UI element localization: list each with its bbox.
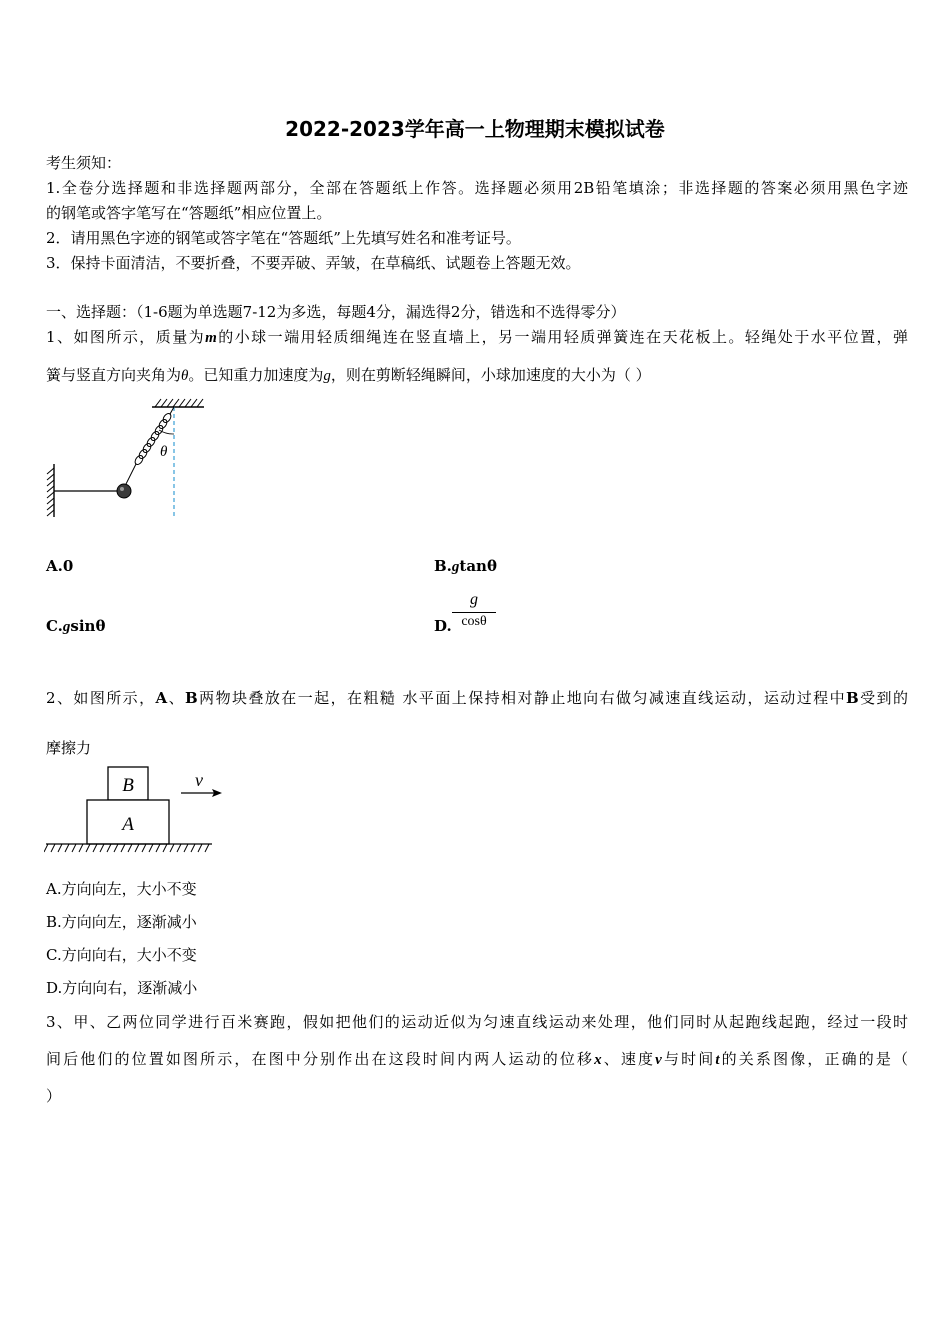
notice-item-1: 1.全卷分选择题和非选择题两部分，全部在答题纸上作答。选择题必须用2B铅笔填涂；非选择题的答案必须用黑色字迹 xyxy=(46,179,908,197)
q2-option-a: A.方向向左，大小不变 xyxy=(46,880,197,898)
q2-stem-line-1: 2、如图所示，A、B两物块叠放在一起，在粗糙 水平面上保持相对静止地向右做匀减速直线运动，运动过程中B受到的 xyxy=(46,689,908,707)
theta-label: θ xyxy=(160,444,168,460)
ground-hatch xyxy=(44,844,209,852)
ceiling-hatch xyxy=(155,399,203,407)
q2-option-c: C.方向向右，大小不变 xyxy=(46,946,197,964)
block-b-label: B xyxy=(122,775,134,796)
fraction-denominator: cosθ xyxy=(461,614,487,629)
section-heading: 一、选择题：（1-6题为单选题7-12为多选，每题4分，漏选得2分，错选和不选得零分） xyxy=(46,303,626,321)
ball xyxy=(117,484,131,498)
wall-hatch xyxy=(47,468,54,516)
page-title: 2022-2023学年高一上物理期末模拟试卷 xyxy=(285,117,665,141)
q1-option-a: A.0 xyxy=(46,557,74,575)
notice-item-1-cont: 的钢笔或答字笔写在“答题纸”相应位置上。 xyxy=(46,204,332,222)
q1-spring-figure xyxy=(42,392,212,527)
q1-stem-line-2: 簧与竖直方向夹角为θ。已知重力加速度为g，则在剪断轻绳瞬间，小球加速度的大小为（ ） xyxy=(46,366,651,384)
q1-stem-line-1: 1、如图所示，质量为m的小球一端用轻质细绳连在竖直墙上，另一端用轻质弹簧连在天花板上。轻绳处于水平位置，弹 xyxy=(46,328,908,346)
notice-item-2: 2．请用黑色字迹的钢笔或答字笔在“答题纸”上先填写姓名和准考证号。 xyxy=(46,229,521,247)
q3-stem-line-3: ） xyxy=(46,1087,62,1105)
q1-option-b: B.gtanθ xyxy=(434,557,497,575)
q2-blocks-figure xyxy=(44,764,226,858)
q1-option-d-fraction xyxy=(452,591,496,631)
q3-stem-line-2: 间后他们的位置如图所示，在图中分别作出在这段时间内两人运动的位移x、速度v与时间t的关系图像，正确的是（ xyxy=(46,1050,908,1068)
q3-stem-line-1: 3、甲、乙两位同学进行百米赛跑，假如把他们的运动近似为匀速直线运动来处理，他们同时从起跑线起跑，经过一段时 xyxy=(46,1013,908,1031)
q2-option-b: B.方向向左，逐渐减小 xyxy=(46,913,197,931)
notice-heading: 考生须知： xyxy=(46,154,122,172)
q2-option-d: D.方向向右，逐渐减小 xyxy=(46,979,198,997)
fraction-numerator: g xyxy=(470,591,478,608)
q1-option-d-prefix: D. xyxy=(434,617,452,635)
ball-highlight xyxy=(120,487,124,491)
q1-option-c: C.gsinθ xyxy=(46,617,106,635)
notice-item-3: 3．保持卡面清洁，不要折叠，不要弄破、弄皱，在草稿纸、试题卷上答题无效。 xyxy=(46,254,581,272)
block-a-label: A xyxy=(122,814,134,835)
velocity-label: v xyxy=(195,770,203,790)
q2-stem-line-2: 摩擦力 xyxy=(46,739,92,757)
